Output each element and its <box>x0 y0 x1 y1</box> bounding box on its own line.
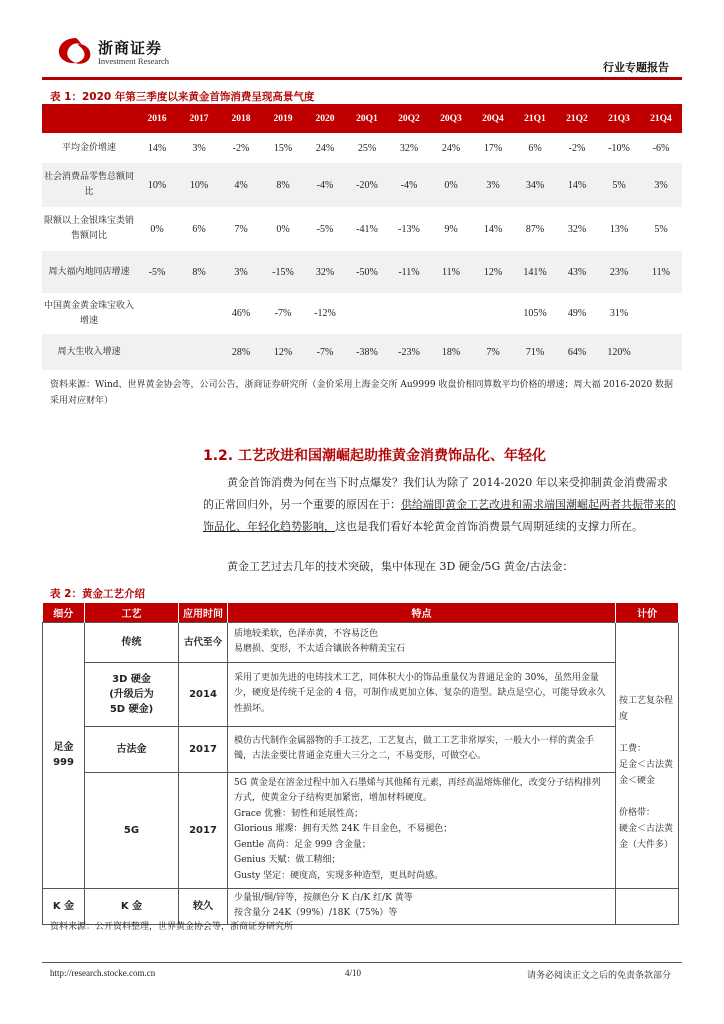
table-cell: 32% <box>304 251 346 293</box>
table-cell: 71% <box>514 334 556 370</box>
craft-cell: 古法金 <box>85 726 179 772</box>
column-header: 21Q3 <box>598 104 640 133</box>
column-header: 细分 <box>43 603 85 622</box>
row-label: 限额以上金银珠宝类销售额同比 <box>43 216 134 241</box>
table2-source: 资料来源：公开资料整理，世界黄金协会等，浙商证券研究所 <box>50 922 294 932</box>
table-cell: -38% <box>346 334 388 370</box>
table-header-row <box>43 603 679 622</box>
pricing-cell: 按工艺复杂程度 工费： 足金＜古法黄金＜硬金 价格带： 硬金＜古法黄金（大件多） <box>616 622 679 888</box>
table-cell: 3% <box>640 163 682 207</box>
body-paragraph <box>203 472 678 538</box>
table-cell: -41% <box>356 223 378 235</box>
table-cell: -50% <box>346 251 388 293</box>
column-header: 20Q3 <box>430 104 472 133</box>
table-cell: -11% <box>388 251 430 293</box>
feature-cell: 采用了更加先进的电铸技术工艺，同体积大小的饰品重量仅为普通足金的 30%，虽然用金量少，硬度是传统千足金的 4 倍，可制作成更加立体、复杂的造型。缺点是空心，可能导致永久性损坏。 <box>228 662 616 726</box>
table-cell: 25% <box>357 142 377 154</box>
table1-caption: 表 1：2020 年第三季度以来黄金首饰消费呈现高景气度 <box>50 91 315 103</box>
table-header-row <box>42 104 682 133</box>
table-cell: -2% <box>568 142 586 154</box>
table-cell <box>430 293 472 334</box>
footer-disclaimer: 请务必阅读正文之后的免责条款部分 <box>526 971 671 981</box>
table-cell <box>346 293 388 334</box>
paragraph-text: 黄金工艺过去几年的技术突破，集中体现在 3D 硬金/5G 黄金/古法金： <box>227 560 574 573</box>
table-cell: 24% <box>315 142 335 154</box>
table-row <box>42 207 682 251</box>
table-cell: -13% <box>398 223 420 235</box>
column-header: 21Q1 <box>514 104 556 133</box>
table-cell: 8% <box>262 163 304 207</box>
time-cell: 2017 <box>179 772 228 888</box>
time-cell: 较久 <box>179 888 228 924</box>
table-cell: 14% <box>556 163 598 207</box>
table-cell: -7% <box>274 308 292 319</box>
table-cell: 49% <box>567 308 587 319</box>
table-cell: 64% <box>556 334 598 370</box>
table-cell: 32% <box>567 223 587 235</box>
table-cell: 8% <box>178 251 220 293</box>
table-row <box>43 622 679 662</box>
column-header: 工艺 <box>85 603 179 622</box>
table-cell: 3% <box>220 251 262 293</box>
column-header: 21Q4 <box>640 104 682 133</box>
table-cell: 3% <box>472 163 514 207</box>
row-label: 周大生收入增速 <box>42 334 136 370</box>
table-cell: 141% <box>514 251 556 293</box>
feature-cell: 模仿古代制作金属器物的手工技艺，工艺复古，做工工艺非常厚实，一般大小一样的黄金手镯，古法金要比普通金克重大三分之二，不易变形，可做空心。 <box>228 726 616 772</box>
table2-caption: 表 2：黄金工艺介绍 <box>50 588 145 600</box>
table-cell: 15% <box>273 142 293 154</box>
table-row <box>43 726 679 772</box>
table-cell: -7% <box>304 334 346 370</box>
brand-english-name: Investment Research <box>98 56 170 66</box>
table-cell <box>640 293 682 334</box>
brand-name: 浙商证券 <box>98 39 163 57</box>
table-cell: 5% <box>654 223 668 235</box>
table-cell: 13% <box>609 223 629 235</box>
row-label: 周大福内地同店增速 <box>42 251 136 293</box>
body-paragraph <box>203 556 678 578</box>
table-cell: -10% <box>608 142 630 154</box>
time-cell: 2014 <box>179 662 228 726</box>
table-cell: 14% <box>147 142 167 154</box>
table-row <box>43 662 679 726</box>
logo <box>56 36 96 66</box>
footer-url[interactable]: http://research.stocke.com.cn <box>50 968 156 978</box>
table-cell: -2% <box>232 142 250 154</box>
table-cell <box>178 334 220 370</box>
table-cell: 31% <box>609 308 629 319</box>
table-cell: 9% <box>444 223 458 235</box>
time-cell: 古代至今 <box>179 622 228 662</box>
logo-mark-icon <box>56 36 96 66</box>
table-cell <box>178 293 220 334</box>
column-header: 特点 <box>228 603 616 622</box>
report-type: 行业专题报告 <box>603 61 669 74</box>
table-cell: 0% <box>276 223 290 235</box>
column-header: 2017 <box>178 104 220 133</box>
table-cell: -5% <box>316 223 334 235</box>
table-row <box>42 334 682 370</box>
craft-cell: 3D 硬金 (升级后为 5D 硬金) <box>85 662 179 726</box>
table-cell: 5% <box>598 163 640 207</box>
table-cell: 0% <box>430 163 472 207</box>
table-cell: -4% <box>388 163 430 207</box>
table-cell <box>388 293 430 334</box>
table-row <box>42 251 682 293</box>
column-header: 2020 <box>304 104 346 133</box>
table-cell: 3% <box>192 142 206 154</box>
table-cell: -23% <box>388 334 430 370</box>
column-header: 2019 <box>262 104 304 133</box>
header-rule <box>42 77 682 80</box>
table-row <box>43 772 679 888</box>
column-header: 应用时间 <box>179 603 228 622</box>
table-cell: 120% <box>598 334 640 370</box>
section-title: 1.2. 工艺改进和国潮崛起助推黄金消费饰品化、年轻化 <box>203 448 546 464</box>
craft-cell: 传统 <box>85 622 179 662</box>
table-cell: 87% <box>525 223 545 235</box>
paragraph-text: 黄金首饰消费为何在当下时点爆发？我们认为除了 2014-2020 年以来受抑制黄金消费需求的正常回归外，另一个重要的原因在于： <box>203 476 668 511</box>
table-cell: -6% <box>652 142 670 154</box>
group-cell: 足金 999 <box>43 622 85 888</box>
column-header: 2016 <box>136 104 178 133</box>
feature-cell: 少量银/铜/锌等，按颜色分 K 白/K 红/K 黄等 按含量分 24K（99%）/18K（75%）等 <box>228 888 616 924</box>
table-row <box>42 163 682 207</box>
time-cell: 2017 <box>179 726 228 772</box>
column-header <box>42 104 136 133</box>
table-cell: 18% <box>430 334 472 370</box>
feature-cell: 5G 黄金是在溶金过程中加入石墨烯与其他稀有元素，再经高温熔炼催化，改变分子结构排列方式，使黄金分子结构更加紧密，增加材料硬度。 Grace 优雅：韧性和延展性高； Glorious 璀璨：拥有天然 24K 牛目金色，不易褪色； Gentle 高尚：足金 999 含金量； Genius 天赋：做工精细； Gusty 坚定：硬度高，实现多种造型，更具时尚感。 <box>228 772 616 888</box>
table-cell: 105% <box>523 308 547 319</box>
footer-rule <box>42 962 682 963</box>
table-cell: 17% <box>483 142 503 154</box>
table-cell: 11% <box>640 251 682 293</box>
table-cell: 28% <box>220 334 262 370</box>
table-cell: 10% <box>178 163 220 207</box>
table-cell: 10% <box>136 163 178 207</box>
craft-cell: 5G <box>85 772 179 888</box>
table-cell <box>472 293 514 334</box>
table-cell: -12% <box>314 308 336 319</box>
paragraph-text: 这也是我们看好本轮黄金首饰消费景气周期延续的支撑力所在。 <box>335 520 643 533</box>
row-label: 社会消费品零售总额同比 <box>42 163 136 207</box>
table-cell: -20% <box>346 163 388 207</box>
table-cell: 6% <box>528 142 542 154</box>
table-cell: 14% <box>483 223 503 235</box>
table-cell <box>136 293 178 334</box>
column-header: 2018 <box>220 104 262 133</box>
table-cell <box>640 334 682 370</box>
table-cell: -15% <box>262 251 304 293</box>
table-cell: 24% <box>441 142 461 154</box>
gold-craft-table <box>42 603 679 925</box>
column-header: 20Q4 <box>472 104 514 133</box>
column-header: 20Q2 <box>388 104 430 133</box>
table-row <box>42 133 682 163</box>
table-cell <box>136 334 178 370</box>
gold-consumption-table <box>42 104 682 370</box>
column-header: 计价 <box>616 603 679 622</box>
table-cell: -4% <box>304 163 346 207</box>
table-cell: 34% <box>514 163 556 207</box>
table1-source: 资料来源：Wind、世界黄金协会等，公司公告，浙商证券研究所（金价采用上海金交所 Au9999 收盘价相同算数平均价格的增速；周大福 2016-2020 数据采用对应财年） <box>50 380 674 406</box>
group-cell: K 金 <box>43 888 85 924</box>
page-number: 4/10 <box>345 968 362 978</box>
row-label: 中国黄金黄金珠宝收入增速 <box>43 300 134 326</box>
table-cell: 12% <box>472 251 514 293</box>
table-cell: 46% <box>231 308 251 319</box>
table-cell: 6% <box>192 223 206 235</box>
table-cell: 32% <box>399 142 419 154</box>
table-cell: 12% <box>262 334 304 370</box>
feature-cell: 质地较柔软，色泽赤黄，不容易泛色 易磨损、变形，不太适合镶嵌各种精美宝石 <box>228 622 616 662</box>
table-cell: 4% <box>220 163 262 207</box>
table-cell: 0% <box>150 223 164 235</box>
table-cell: -5% <box>136 251 178 293</box>
craft-cell: K 金 <box>85 888 179 924</box>
table-cell: 11% <box>430 251 472 293</box>
table-row <box>42 293 682 334</box>
table-cell: 43% <box>556 251 598 293</box>
table-cell: 7% <box>234 223 248 235</box>
column-header: 20Q1 <box>346 104 388 133</box>
column-header: 21Q2 <box>556 104 598 133</box>
table-cell: 23% <box>598 251 640 293</box>
row-label: 平均金价增速 <box>61 142 116 153</box>
table-cell: 7% <box>472 334 514 370</box>
key-point-text: 供给端即黄金工艺改进和需求端国潮崛起两者共振带来的饰品化、年轻化趋势影响， <box>203 498 676 533</box>
